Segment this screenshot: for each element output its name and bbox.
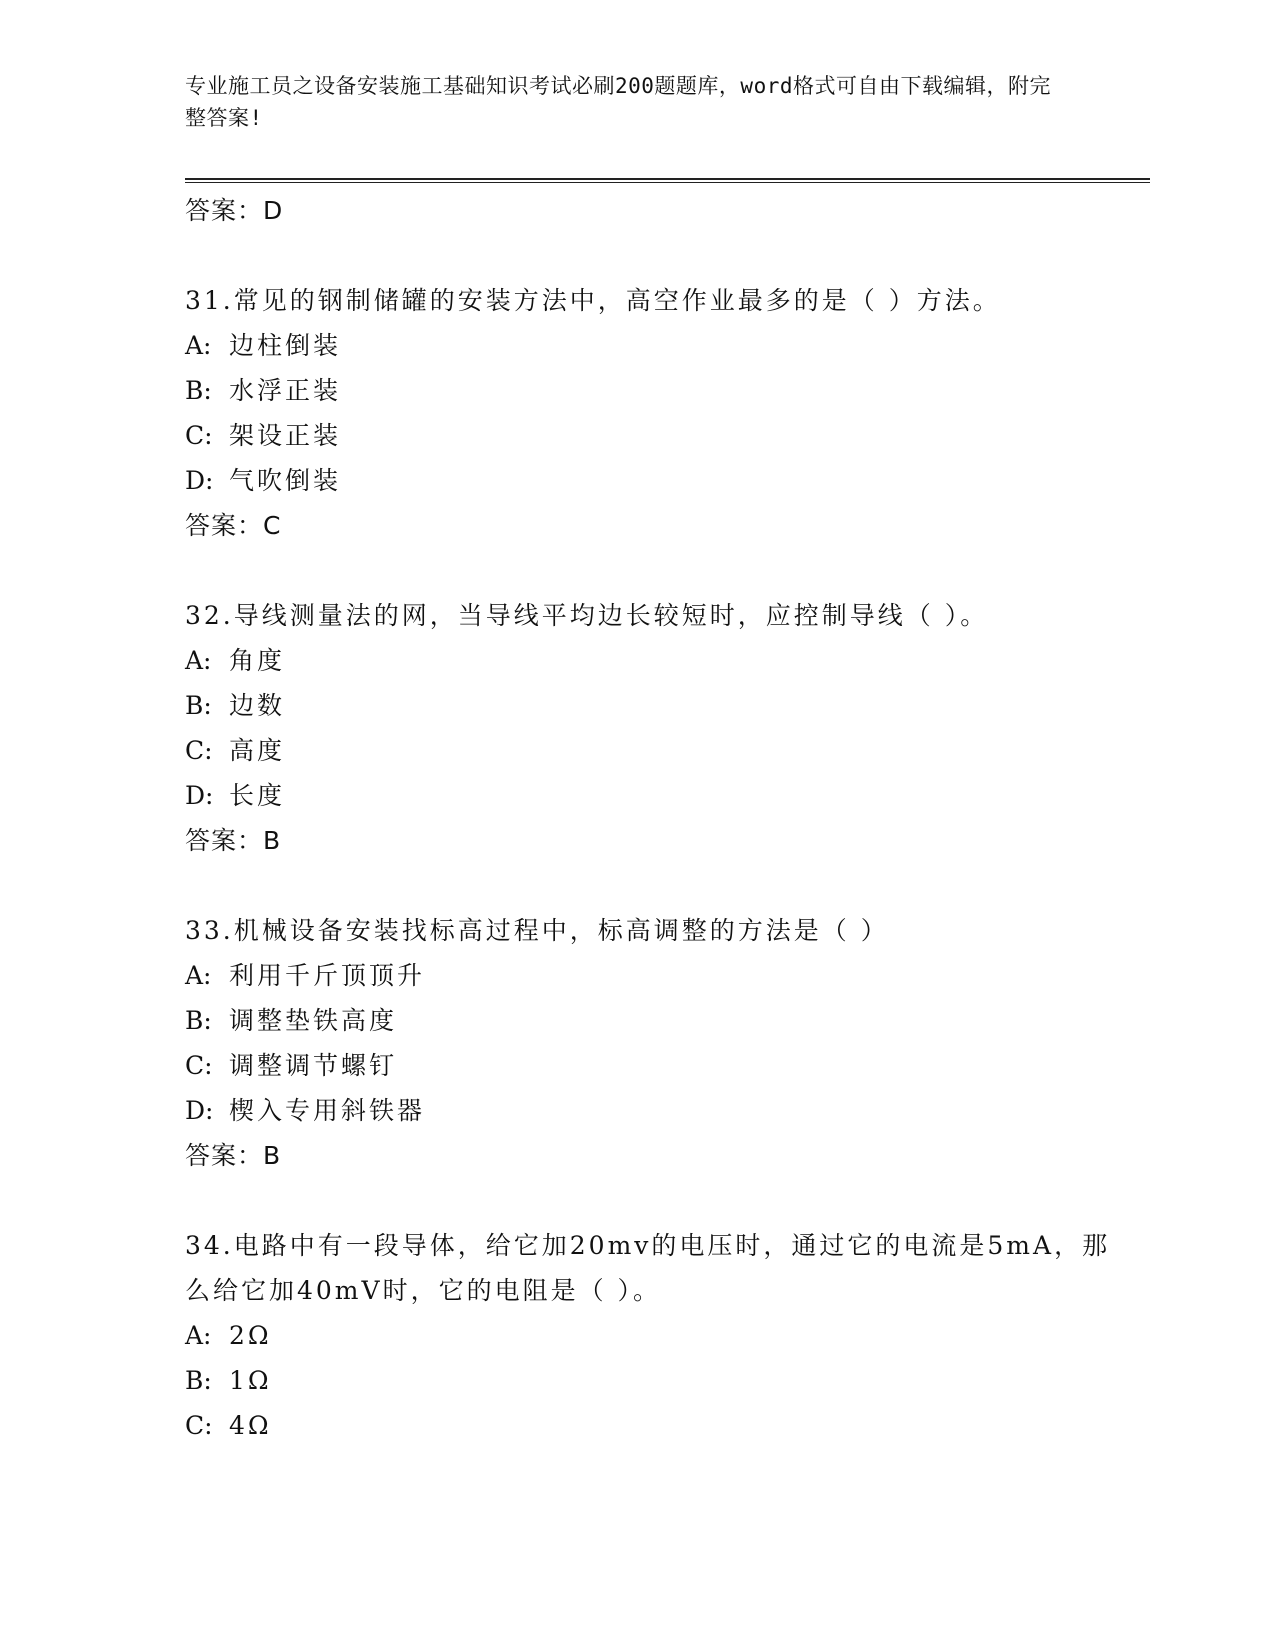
option-letter: A: — [185, 1321, 212, 1350]
answer-line: 答案：D — [185, 196, 284, 225]
option-c — [185, 1403, 1135, 1448]
answer-line: 答案：C — [185, 511, 282, 540]
answer-line: 答案：B — [185, 1141, 282, 1170]
option-d — [185, 1088, 1135, 1133]
option-text: 1Ω — [229, 1366, 272, 1395]
option-a — [185, 638, 1135, 683]
option-d — [185, 458, 1135, 503]
option-letter: A: — [185, 961, 212, 990]
option-text: 2Ω — [229, 1321, 272, 1350]
option-text: 利用千斤顶顶升 — [229, 961, 426, 990]
option-letter: C: — [185, 736, 213, 765]
option-text: 气吹倒装 — [229, 466, 342, 495]
option-text: 边柱倒装 — [229, 331, 342, 360]
option-a — [185, 953, 1135, 998]
option-text: 边数 — [229, 691, 286, 720]
header-divider — [185, 178, 1150, 183]
page-header: 专业施工员之设备安装施工基础知识考试必刷200题题库，word格式可自由下载编辑，附完整答案! — [185, 74, 1051, 130]
option-text: 角度 — [229, 646, 286, 675]
question-stem: 32.导线测量法的网，当导线平均边长较短时，应控制导线（ ）。 — [185, 601, 989, 630]
option-a — [185, 323, 1135, 368]
option-letter: C: — [185, 421, 213, 450]
question-stem: 33.机械设备安装找标高过程中，标高调整的方法是（ ） — [185, 916, 889, 945]
option-letter: B: — [185, 691, 212, 720]
option-letter: B: — [185, 376, 212, 405]
option-b — [185, 998, 1135, 1043]
option-c — [185, 1043, 1135, 1088]
option-c — [185, 728, 1135, 773]
option-text: 高度 — [229, 736, 286, 765]
option-letter: D: — [185, 466, 214, 495]
option-letter: C: — [185, 1051, 213, 1080]
option-b — [185, 683, 1135, 728]
option-letter: A: — [185, 646, 212, 675]
option-letter: B: — [185, 1366, 212, 1395]
option-text: 楔入专用斜铁器 — [229, 1096, 426, 1125]
option-text: 架设正装 — [229, 421, 342, 450]
question-stem: 34.电路中有一段导体，给它加20mv的电压时，通过它的电流是5mA，那么给它加40mV时，它的电阻是（ ）。 — [185, 1231, 1111, 1305]
option-d — [185, 773, 1135, 818]
question-stem: 31.常见的钢制储罐的安装方法中，高空作业最多的是（ ）方法。 — [185, 286, 1001, 315]
option-letter: D: — [185, 781, 214, 810]
option-text: 调整垫铁高度 — [229, 1006, 398, 1035]
option-letter: A: — [185, 331, 212, 360]
option-letter: D: — [185, 1096, 214, 1125]
option-text: 调整调节螺钉 — [229, 1051, 398, 1080]
option-text: 水浮正装 — [229, 376, 342, 405]
option-text: 长度 — [229, 781, 286, 810]
option-b — [185, 368, 1135, 413]
option-text: 4Ω — [229, 1411, 272, 1440]
option-a — [185, 1313, 1135, 1358]
option-b — [185, 1358, 1135, 1403]
question-list — [185, 188, 1135, 1448]
option-letter: C: — [185, 1411, 213, 1440]
option-c — [185, 413, 1135, 458]
option-letter: B: — [185, 1006, 212, 1035]
answer-line: 答案：B — [185, 826, 282, 855]
